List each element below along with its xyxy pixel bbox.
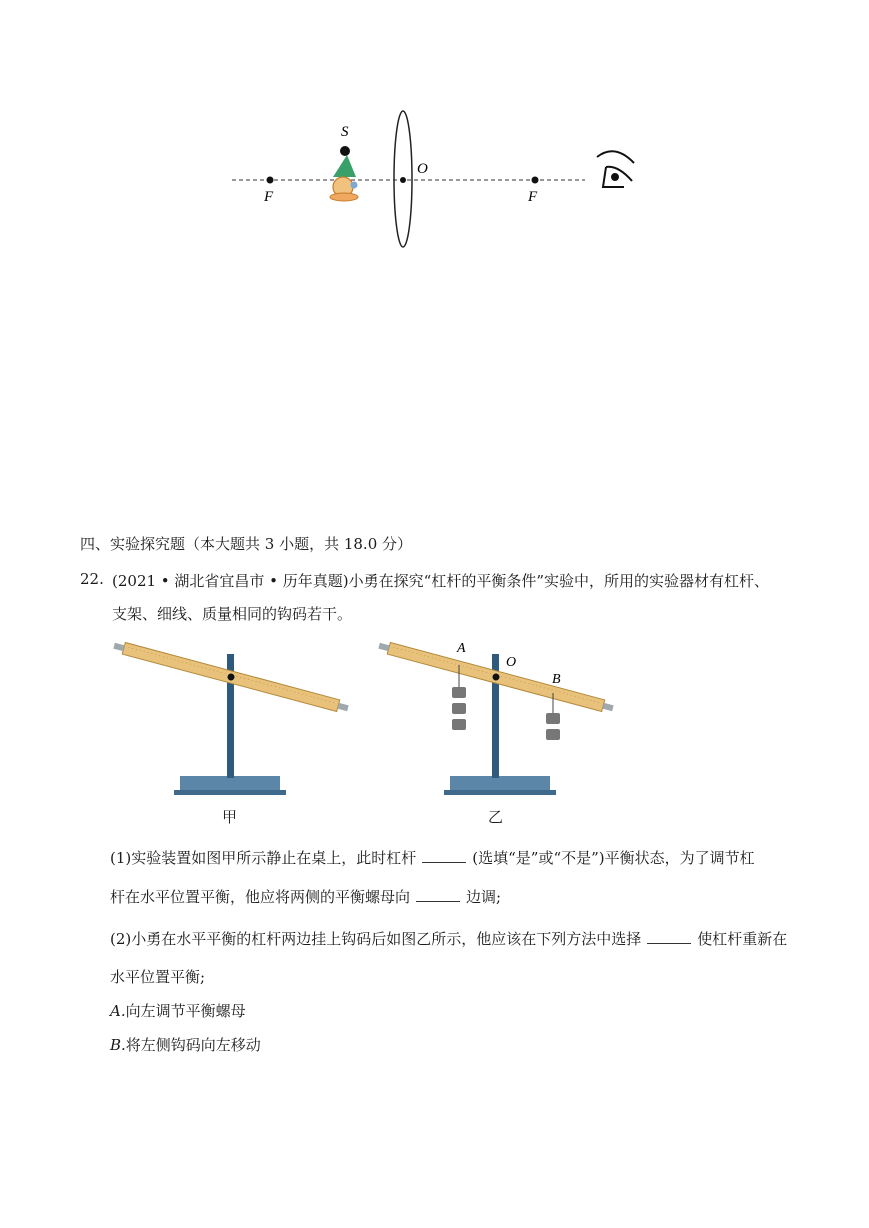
part-1-line-1 — [110, 847, 755, 868]
part-1-text-a: (1)实验装置如图甲所示静止在桌上，此时杠杆 — [110, 849, 417, 867]
optics-diagram — [220, 105, 650, 255]
focal-point-left — [267, 177, 274, 184]
lever-figure-yi — [378, 640, 615, 795]
focal-point-right — [532, 177, 539, 184]
part-2-line-1 — [110, 928, 787, 949]
caption-yi: 乙 — [488, 808, 504, 826]
option-b-text: 将左侧钩码向左移动 — [125, 1036, 261, 1054]
part-2-line-2: 水平位置平衡; — [110, 968, 206, 986]
lever-figure-jia — [113, 640, 350, 795]
option-a — [110, 1000, 246, 1021]
label-point-a: A — [457, 641, 466, 656]
answer-blank-2[interactable] — [416, 888, 460, 902]
part-2-text-b: 使杠杆重新在 — [697, 930, 788, 948]
option-b — [110, 1034, 261, 1055]
label-s: S — [341, 124, 349, 140]
part-2-text-a: (2)小勇在水平平衡的杠杆两边挂上钩码后如图乙所示，他应该在下列方法中选择 — [110, 930, 642, 948]
caption-jia: 甲 — [222, 808, 238, 826]
part-1-text-d: 边调; — [466, 888, 502, 906]
option-b-letter: B. — [110, 1036, 126, 1054]
eye-icon — [597, 151, 634, 187]
question-line-2: 支架、细线、质量相同的钩码若干。 — [112, 605, 353, 623]
part-1-text-b: (选填“是”或“不是”)平衡状态，为了调节杠 — [472, 849, 755, 867]
optical-center — [400, 177, 406, 183]
question-number: 22. — [80, 570, 104, 588]
label-f-left: F — [264, 189, 274, 205]
part-1-text-c: 杆在水平位置平衡，他应将两侧的平衡螺母向 — [110, 888, 411, 906]
option-a-text: 向左调节平衡螺母 — [125, 1002, 246, 1020]
answer-blank-1[interactable] — [422, 849, 466, 863]
answer-blank-3[interactable] — [647, 930, 691, 944]
section-heading: 四、实验探究题（本大题共 3 小题，共 18.0 分） — [80, 535, 413, 553]
label-point-o: O — [506, 655, 517, 670]
label-point-b: B — [552, 672, 561, 687]
question-line-1: (2021 • 湖北省宜昌市 • 历年真题)小勇在探究“杠杆的平衡条件”实验中，所用的实验器材有杠杆、 — [112, 572, 769, 590]
clown-figure — [330, 146, 358, 201]
label-f-right: F — [528, 189, 538, 205]
label-o: O — [417, 161, 428, 177]
lever-diagram — [110, 630, 620, 830]
part-1-line-2 — [110, 886, 501, 907]
option-a-letter: A. — [110, 1002, 126, 1020]
